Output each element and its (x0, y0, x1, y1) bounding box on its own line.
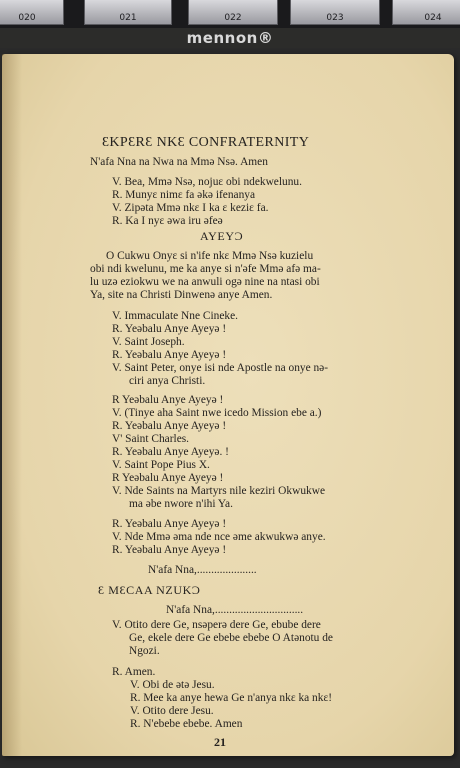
litany-line: R. Yeəbalu Anye Ayeyə. ! (112, 446, 229, 458)
glory-line: Ngozi. (129, 645, 160, 657)
swatch-021 (84, 0, 172, 25)
litany-line: V. (Tinye aha Saint nwe icedo Mission ebe a.) (112, 407, 322, 419)
swatch-label: 022 (224, 13, 242, 23)
litany-line: R. Yeəbalu Anye Ayeyə ! (112, 518, 227, 530)
litany-line: V' Saint Charles. (112, 433, 190, 445)
color-reference-strip (0, 0, 460, 28)
closing-line: R. N'ebebe ebebe. Amen (130, 718, 243, 730)
book-page (2, 54, 454, 756)
intro-line: N'afa Nna na Nwa na Mmə Nsə. Amen (90, 156, 268, 168)
section-heading-ayeyo: AYEYƆ (200, 229, 244, 243)
litany-line: V. Immaculate Nne Cineke. (112, 310, 238, 322)
brand-logo-text: mennon® (186, 29, 274, 47)
swatch-024 (392, 0, 460, 25)
prayer-line: Ya, site na Christi Dinwenə anye Amen. (90, 289, 273, 301)
prayer-line: obi ndi kwelunu, me ka anye si n'əfe Mmə afə ma- (90, 263, 321, 275)
closing-line: V. Obi de ətə Jesu. (130, 679, 215, 691)
litany-line: V. Saint Peter, onye isi nde Apostle na onye nə- (112, 362, 329, 374)
swatch-label: 021 (119, 13, 137, 23)
litany-line: R Yeəbalu Anye Ayeyə ! (112, 394, 224, 406)
swatch-023 (290, 0, 380, 25)
versicle-line: R. Ka I nyɛ əwa iru əfeə (112, 215, 223, 227)
page-title: ƐKPƐRƐ NKƐ CONFRATERNITY (102, 135, 310, 150)
page-number: 21 (214, 735, 226, 749)
litany-line: R Yeəbalu Anye Ayeyə ! (112, 472, 224, 484)
closing-line: V. Otito dere Jesu. (130, 705, 214, 717)
nafa-line: N'afa Nna,..................... (148, 564, 257, 576)
litany-line: V. Saint Joseph. (112, 336, 185, 348)
closing-line: R. Amen. (112, 666, 156, 678)
section-heading-mecaa-nzuko: Ɛ MƐCAA NZUKƆ (98, 583, 201, 597)
swatch-label: 020 (18, 13, 36, 23)
litany-line: V. Nde Mmə əma nde nce əme akwukwə anye. (112, 531, 326, 543)
litany-line: ciri anya Christi. (129, 375, 206, 387)
versicle-line: V. Bea, Mmə Nsə, nojuɛ obi ndekwelunu. (112, 176, 302, 188)
nafa-line: N'afa Nna,............................... (166, 604, 304, 616)
swatch-label: 023 (326, 13, 344, 23)
litany-line: V. Saint Pope Pius X. (112, 459, 210, 471)
glory-line: V. Otito dere Ge, nsəperə dere Ge, ebube dere (112, 619, 321, 631)
glory-line: Ge, ekele dere Ge ebebe ebebe O Atənotu de (129, 632, 333, 644)
versicle-line: V. Zipəta Mmə nkɛ I ka ɛ keziɛ fa. (112, 202, 269, 214)
page-gutter-shadow (2, 54, 22, 756)
closing-line: R. Mee ka anye hewa Ge n'anya nkɛ ka nkɛ! (130, 692, 333, 704)
swatch-020 (0, 0, 64, 25)
litany-line: R. Yeəbalu Anye Ayeyə ! (112, 420, 227, 432)
litany-line: R. Yeəbalu Anye Ayeyə ! (112, 349, 227, 361)
prayer-line: O Cukwu Onyɛ si n'ife nkɛ Mmə Nsə kuzielu (106, 250, 314, 262)
swatch-022 (188, 0, 278, 25)
litany-line: ma əbe nwore n'ihi Ya. (129, 498, 233, 510)
litany-line: R. Yeəbalu Anye Ayeyə ! (112, 323, 227, 335)
prayer-line: lu uzə eziokwu we na anwuli ogə nine na ntasi obi (90, 276, 320, 288)
swatch-label: 024 (424, 13, 442, 23)
versicle-line: R. Munyɛ nimɛ fa əkə ifenanya (112, 189, 256, 201)
litany-line: V. Nde Saints na Martyrs nile keziri Okwukwe (112, 485, 326, 497)
litany-line: R. Yeəbalu Anye Ayeyə ! (112, 544, 227, 556)
